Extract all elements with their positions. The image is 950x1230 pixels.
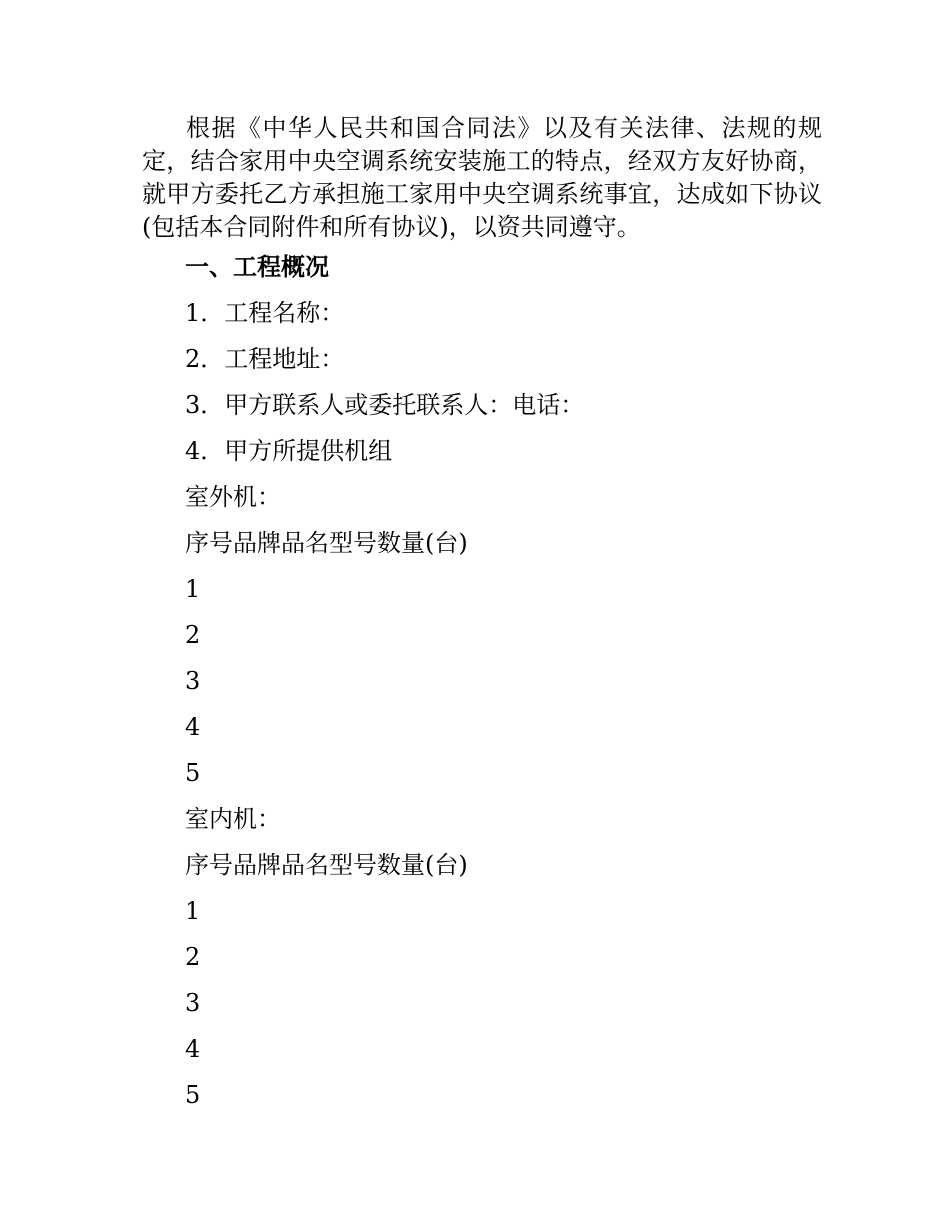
- indoor-row-number: 5: [185, 1081, 201, 1109]
- indoor-table-header: 序号品牌品名型号数量(台): [185, 851, 468, 879]
- item-units-provided: 4．甲方所提供机组: [185, 437, 393, 465]
- indoor-row-number: 1: [185, 897, 201, 925]
- outdoor-row-number: 4: [185, 713, 201, 741]
- indoor-row-number: 3: [185, 989, 201, 1017]
- outdoor-row-number: 2: [185, 621, 201, 649]
- outdoor-row-number: 3: [185, 667, 201, 695]
- item-contact-person: 3．甲方联系人或委托联系人：电话：: [185, 391, 585, 419]
- section-title: 一、工程概况: [185, 253, 329, 281]
- outdoor-row-number: 1: [185, 575, 201, 603]
- item-project-address: 2．工程地址：: [185, 345, 345, 373]
- indoor-row-number: 2: [185, 943, 201, 971]
- intro-paragraph: 根据《中华人民共和国合同法》以及有关法律、法规的规定，结合家用中央空调系统安装施工的特点，经双方友好协商，就甲方委托乙方承担施工家用中央空调系统事宜，达成如下协议(包括本合同附件和所有协议)，以资共同遵守。: [142, 114, 822, 241]
- outdoor-unit-label: 室外机：: [185, 483, 281, 511]
- indoor-row-number: 4: [185, 1035, 201, 1063]
- item-project-name: 1．工程名称：: [185, 299, 345, 327]
- outdoor-table-header: 序号品牌品名型号数量(台): [185, 529, 468, 557]
- indoor-unit-label: 室内机：: [185, 805, 281, 833]
- outdoor-row-number: 5: [185, 759, 201, 787]
